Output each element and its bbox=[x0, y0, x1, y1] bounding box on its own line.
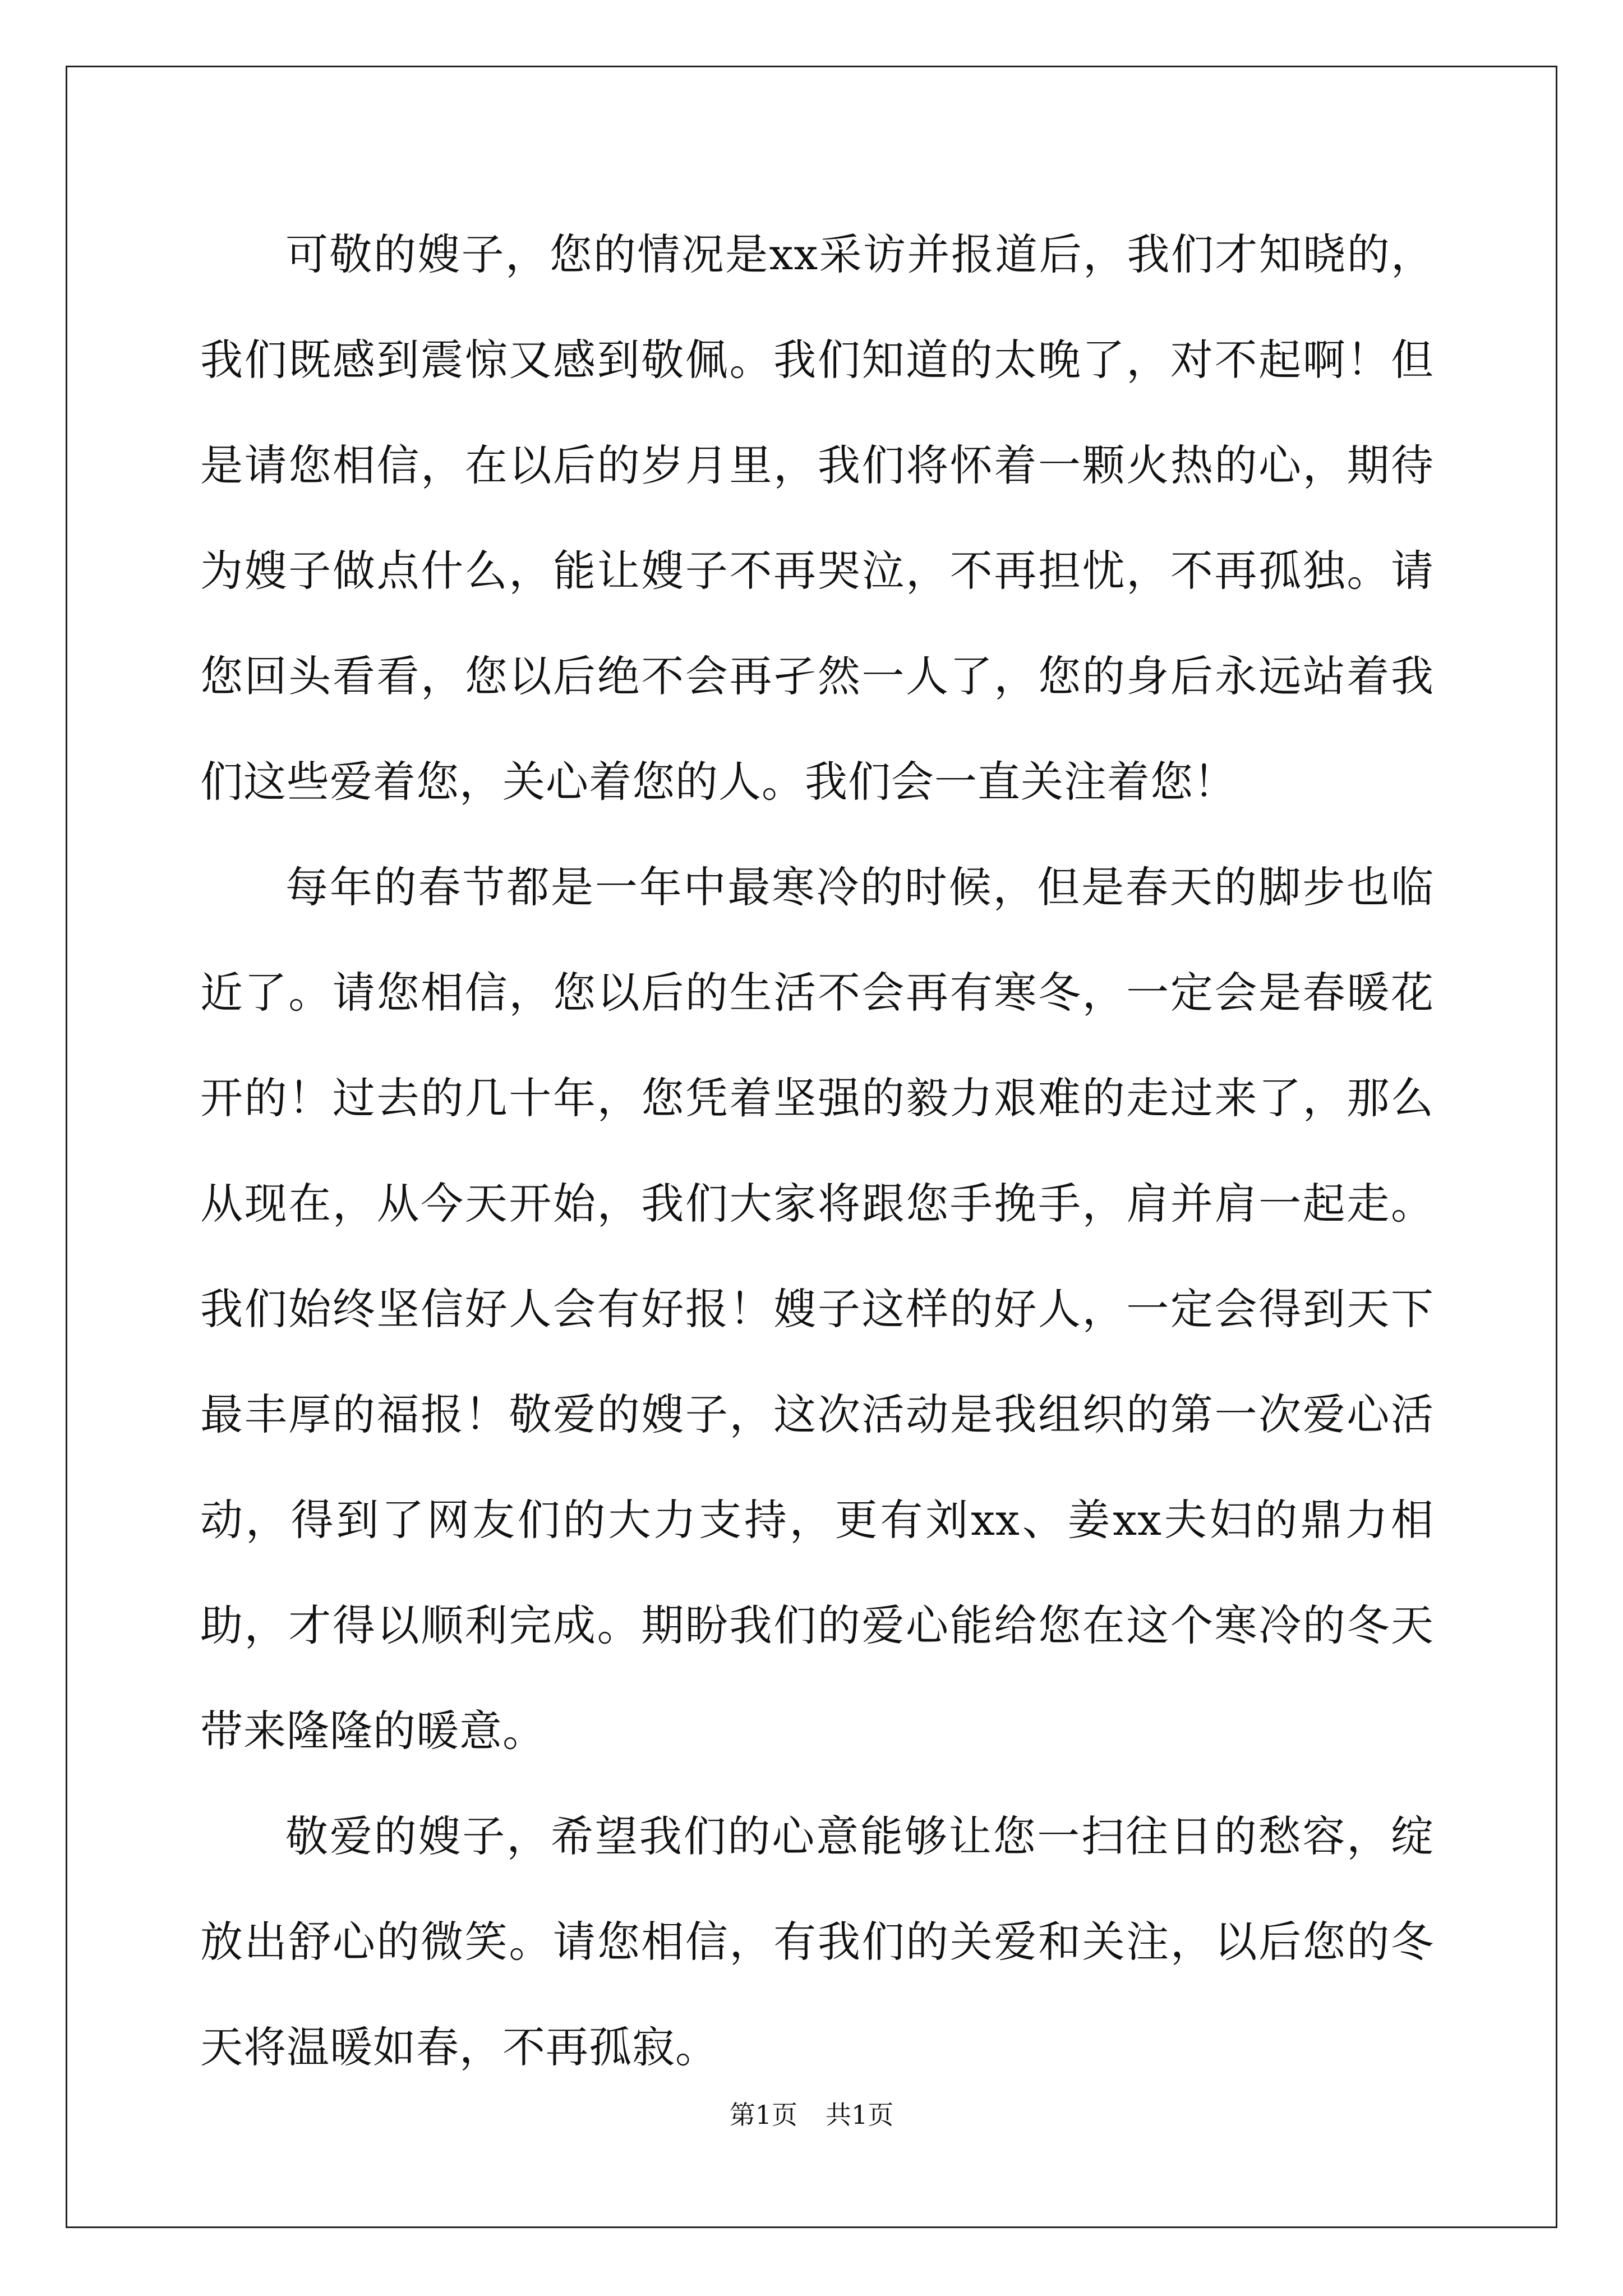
paragraph: 敬爱的嫂子，希望我们的心意能够让您一扫往日的愁容，绽放出舒心的微笑。请您相信，有我们的关爱和关注，以后您的冬天将温暖如春，不再孤寂。 bbox=[200, 1811, 1434, 2072]
page-number-total: 共1页 bbox=[826, 2100, 894, 2130]
paragraph: 可敬的嫂子，您的情况是xx采访并报道后，我们才知晓的，我们既感到震惊又感到敬佩。我们知道的太晚了，对不起啊！但是请您相信，在以后的岁月里，我们将怀着一颗火热的心，期待为嫂子做点什么，能让嫂子不再哭泣，不再担忧，不再孤独。请您回头看看，您以后绝不会再孑然一人了，您的身后永远站着我们这些爱着您，关心着您的人。我们会一直关注着您！ bbox=[200, 229, 1434, 807]
document-body bbox=[200, 202, 1434, 2100]
page-footer bbox=[0, 2098, 1623, 2132]
paragraph: 每年的春节都是一年中最寒冷的时候，但是春天的脚步也临近了。请您相信，您以后的生活不会再有寒冬，一定会是春暖花开的！过去的几十年，您凭着坚强的毅力艰难的走过来了，那么从现在，从今天开始，我们大家将跟您手挽手，肩并肩一起走。我们始终坚信好人会有好报！嫂子这样的好人，一定会得到天下最丰厚的福报！敬爱的嫂子，这次活动是我组织的第一次爱心活动，得到了网友们的大力支持，更有刘xx、姜xx夫妇的鼎力相助，才得以顺利完成。期盼我们的爱心能给您在这个寒冷的冬天带来隆隆的暖意。 bbox=[200, 862, 1434, 1756]
page-number-current: 第1页 bbox=[729, 2100, 797, 2130]
